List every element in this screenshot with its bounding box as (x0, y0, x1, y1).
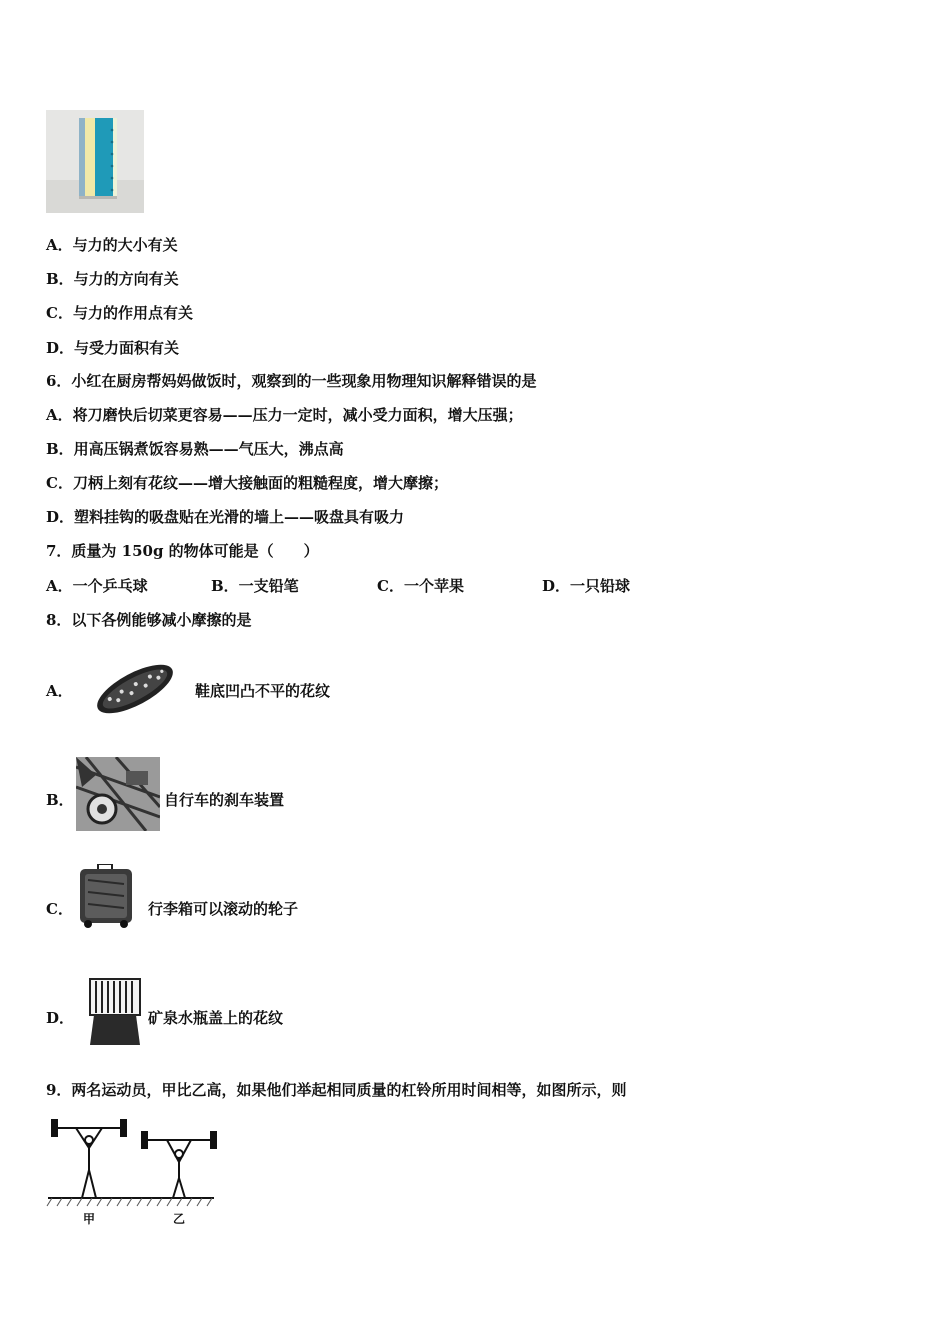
q8-option-b-text: 自行车的刹车装置 (164, 791, 285, 809)
q6-option-a: A．将刀磨快后切菜更容易——压力一定时，减小受力面积，增大压强； (46, 406, 523, 424)
q7-stem: 7．质量为 150g 的物体可能是（ ） (46, 542, 319, 560)
bottle-cap-image (86, 977, 144, 1047)
q7-option-b: B．一支铅笔 (211, 577, 299, 595)
q6-option-d: D．塑料挂钩的吸盘贴在光滑的墙上——吸盘具有吸力 (46, 508, 405, 526)
figure-label-yi: 乙 (173, 1212, 186, 1226)
q5-option-b: B．与力的方向有关 (46, 270, 179, 288)
suitcase-image (76, 864, 136, 928)
q8-option-c-letter: C． (46, 900, 73, 918)
weightlifters-figure (46, 1118, 218, 1234)
shoe-sole-image (90, 655, 180, 723)
q8-stem: 8．以下各例能够减小摩擦的是 (46, 611, 252, 629)
q6-option-c: C．刀柄上刻有花纹——增大接触面的粗糙程度，增大摩擦； (46, 474, 448, 492)
q7-option-d: D．一只铅球 (542, 577, 631, 595)
q6-stem: 6．小红在厨房帮妈妈做饭时，观察到的一些现象用物理知识解释错误的是 (46, 372, 537, 390)
q6-option-b: B．用高压锅煮饭容易熟——气压大，沸点高 (46, 440, 344, 458)
figure-label-jia: 甲 (83, 1212, 96, 1226)
q5-option-a: A．与力的大小有关 (46, 236, 178, 254)
q7-option-a: A．一个乒乓球 (46, 577, 148, 595)
q7-option-c: C．一个苹果 (377, 577, 464, 595)
q7-options (46, 576, 746, 596)
q8-option-d-letter: D． (46, 1009, 75, 1027)
q5-option-d: D．与受力面积有关 (46, 339, 180, 357)
q8-option-d-text: 矿泉水瓶盖上的花纹 (148, 1009, 284, 1027)
bicycle-brake-image (76, 757, 160, 831)
q8-option-a-letter: A． (46, 682, 73, 700)
q8-option-c-text: 行李箱可以滚动的轮子 (148, 900, 299, 918)
q5-option-c: C．与力的作用点有关 (46, 304, 193, 322)
sponge-photo (46, 110, 144, 213)
q8-option-a-text: 鞋底凹凸不平的花纹 (195, 682, 331, 700)
q9-stem: 9．两名运动员，甲比乙高，如果他们举起相同质量的杠铃所用时间相等，如图所示，则 (46, 1081, 627, 1099)
q8-option-b-letter: B． (46, 791, 74, 809)
